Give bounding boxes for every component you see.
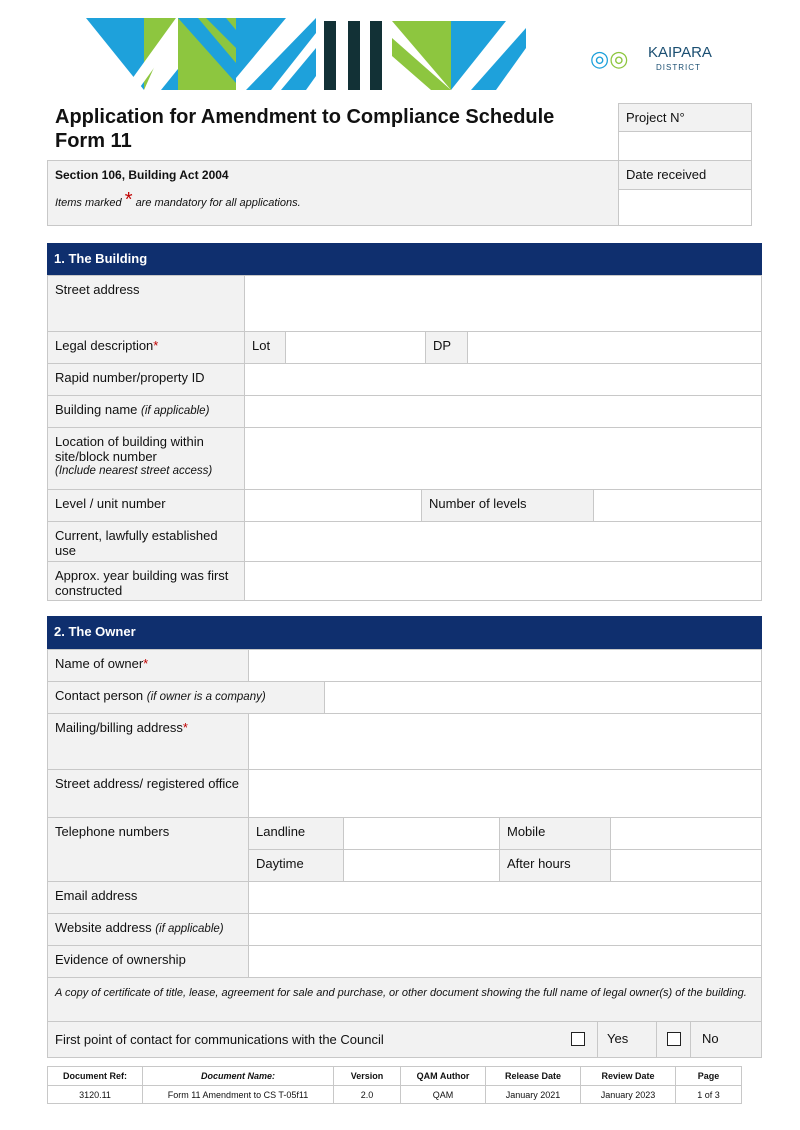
banner-graphic: [86, 18, 576, 90]
footer-value: January 2023: [580, 1085, 676, 1104]
title-line2: Form 11: [55, 130, 132, 152]
project-number-field[interactable]: [618, 131, 752, 161]
section-1-header: 1. The Building: [47, 243, 762, 276]
footer-value: Form 11 Amendment to CS T-05f11: [142, 1085, 334, 1104]
location-field[interactable]: [244, 427, 762, 490]
dp-label: DP: [425, 331, 468, 364]
footer-header: QAM Author: [400, 1066, 486, 1086]
current-use-field[interactable]: [244, 521, 762, 562]
mobile-field[interactable]: [610, 817, 762, 850]
year-constructed-field[interactable]: [244, 561, 762, 601]
footer-header: Version: [333, 1066, 401, 1086]
dp-field[interactable]: [467, 331, 762, 364]
level-unit-label: Level / unit number: [47, 489, 245, 522]
no-checkbox[interactable]: [667, 1032, 681, 1046]
date-received-field[interactable]: [618, 189, 752, 226]
footer-header: Document Ref:: [47, 1066, 143, 1086]
landline-label: Landline: [248, 817, 344, 850]
current-use-label: Current, lawfully established use: [47, 521, 245, 562]
project-number-label: Project N°: [618, 103, 752, 132]
logo-name: KAIPARA: [648, 44, 712, 61]
footer-header: Release Date: [485, 1066, 581, 1086]
number-of-levels-label: Number of levels: [421, 489, 594, 522]
footer-value: January 2021: [485, 1085, 581, 1104]
street-address-field[interactable]: [244, 275, 762, 332]
first-contact-label: First point of contact for communications with the Council: [55, 1032, 384, 1047]
building-name-label: Building name (if applicable): [47, 395, 245, 428]
first-contact-row: [47, 1021, 762, 1058]
daytime-field[interactable]: [343, 849, 500, 882]
section-2-header: 2. The Owner: [47, 616, 762, 650]
number-of-levels-field[interactable]: [593, 489, 762, 522]
registered-office-label: Street address/ registered office: [47, 769, 249, 818]
lot-field[interactable]: [285, 331, 426, 364]
registered-office-field[interactable]: [248, 769, 762, 818]
email-field[interactable]: [248, 881, 762, 914]
evidence-field[interactable]: [248, 945, 762, 978]
mandatory-note: Items marked * are mandatory for all applications.: [55, 189, 301, 211]
after-hours-field[interactable]: [610, 849, 762, 882]
intro-box: [47, 160, 619, 226]
lot-label: Lot: [244, 331, 286, 364]
footer-value: 2.0: [333, 1085, 401, 1104]
contact-person-label: Contact person (if owner is a company): [47, 681, 325, 714]
mailing-address-field[interactable]: [248, 713, 762, 770]
rapid-number-field[interactable]: [244, 363, 762, 396]
daytime-label: Daytime: [248, 849, 344, 882]
logo-swirl-icon: ◎◎: [590, 46, 629, 71]
date-received-label: Date received: [618, 160, 752, 190]
rapid-number-label: Rapid number/property ID: [47, 363, 245, 396]
location-label: Location of building within site/block number (Include nearest street access): [47, 427, 245, 490]
email-label: Email address: [47, 881, 249, 914]
owner-name-label: Name of owner*: [47, 649, 249, 682]
title-line1: Application for Amendment to Compliance Schedule: [55, 106, 555, 128]
contact-person-field[interactable]: [324, 681, 762, 714]
page-title: [55, 105, 554, 153]
building-name-field[interactable]: [244, 395, 762, 428]
mailing-address-label: Mailing/billing address*: [47, 713, 249, 770]
section-reference: Section 106, Building Act 2004: [55, 168, 229, 182]
landline-field[interactable]: [343, 817, 500, 850]
after-hours-label: After hours: [499, 849, 611, 882]
footer-value: 1 of 3: [675, 1085, 742, 1104]
kaipara-logo: [590, 42, 712, 82]
yes-label: Yes: [607, 1031, 629, 1046]
level-unit-field[interactable]: [244, 489, 422, 522]
mobile-label: Mobile: [499, 817, 611, 850]
year-constructed-label: Approx. year building was first constructed: [47, 561, 245, 601]
evidence-note: A copy of certificate of title, lease, agreement for sale and purchase, or other document showing the full name of legal owner(s) of the building.: [47, 977, 762, 1022]
no-label: No: [702, 1031, 719, 1046]
evidence-label: Evidence of ownership: [47, 945, 249, 978]
footer-value: 3120.11: [47, 1085, 143, 1104]
logo-sub: DISTRICT: [656, 63, 701, 72]
website-label: Website address (if applicable): [47, 913, 249, 946]
footer-value: QAM: [400, 1085, 486, 1104]
footer-header: Review Date: [580, 1066, 676, 1086]
footer-header: Page: [675, 1066, 742, 1086]
footer-header: Document Name:: [142, 1066, 334, 1086]
yes-checkbox[interactable]: [571, 1032, 585, 1046]
legal-description-label: Legal description*: [47, 331, 245, 364]
street-address-label: Street address: [47, 275, 245, 332]
telephone-label: Telephone numbers: [47, 817, 249, 882]
owner-name-field[interactable]: [248, 649, 762, 682]
website-field[interactable]: [248, 913, 762, 946]
